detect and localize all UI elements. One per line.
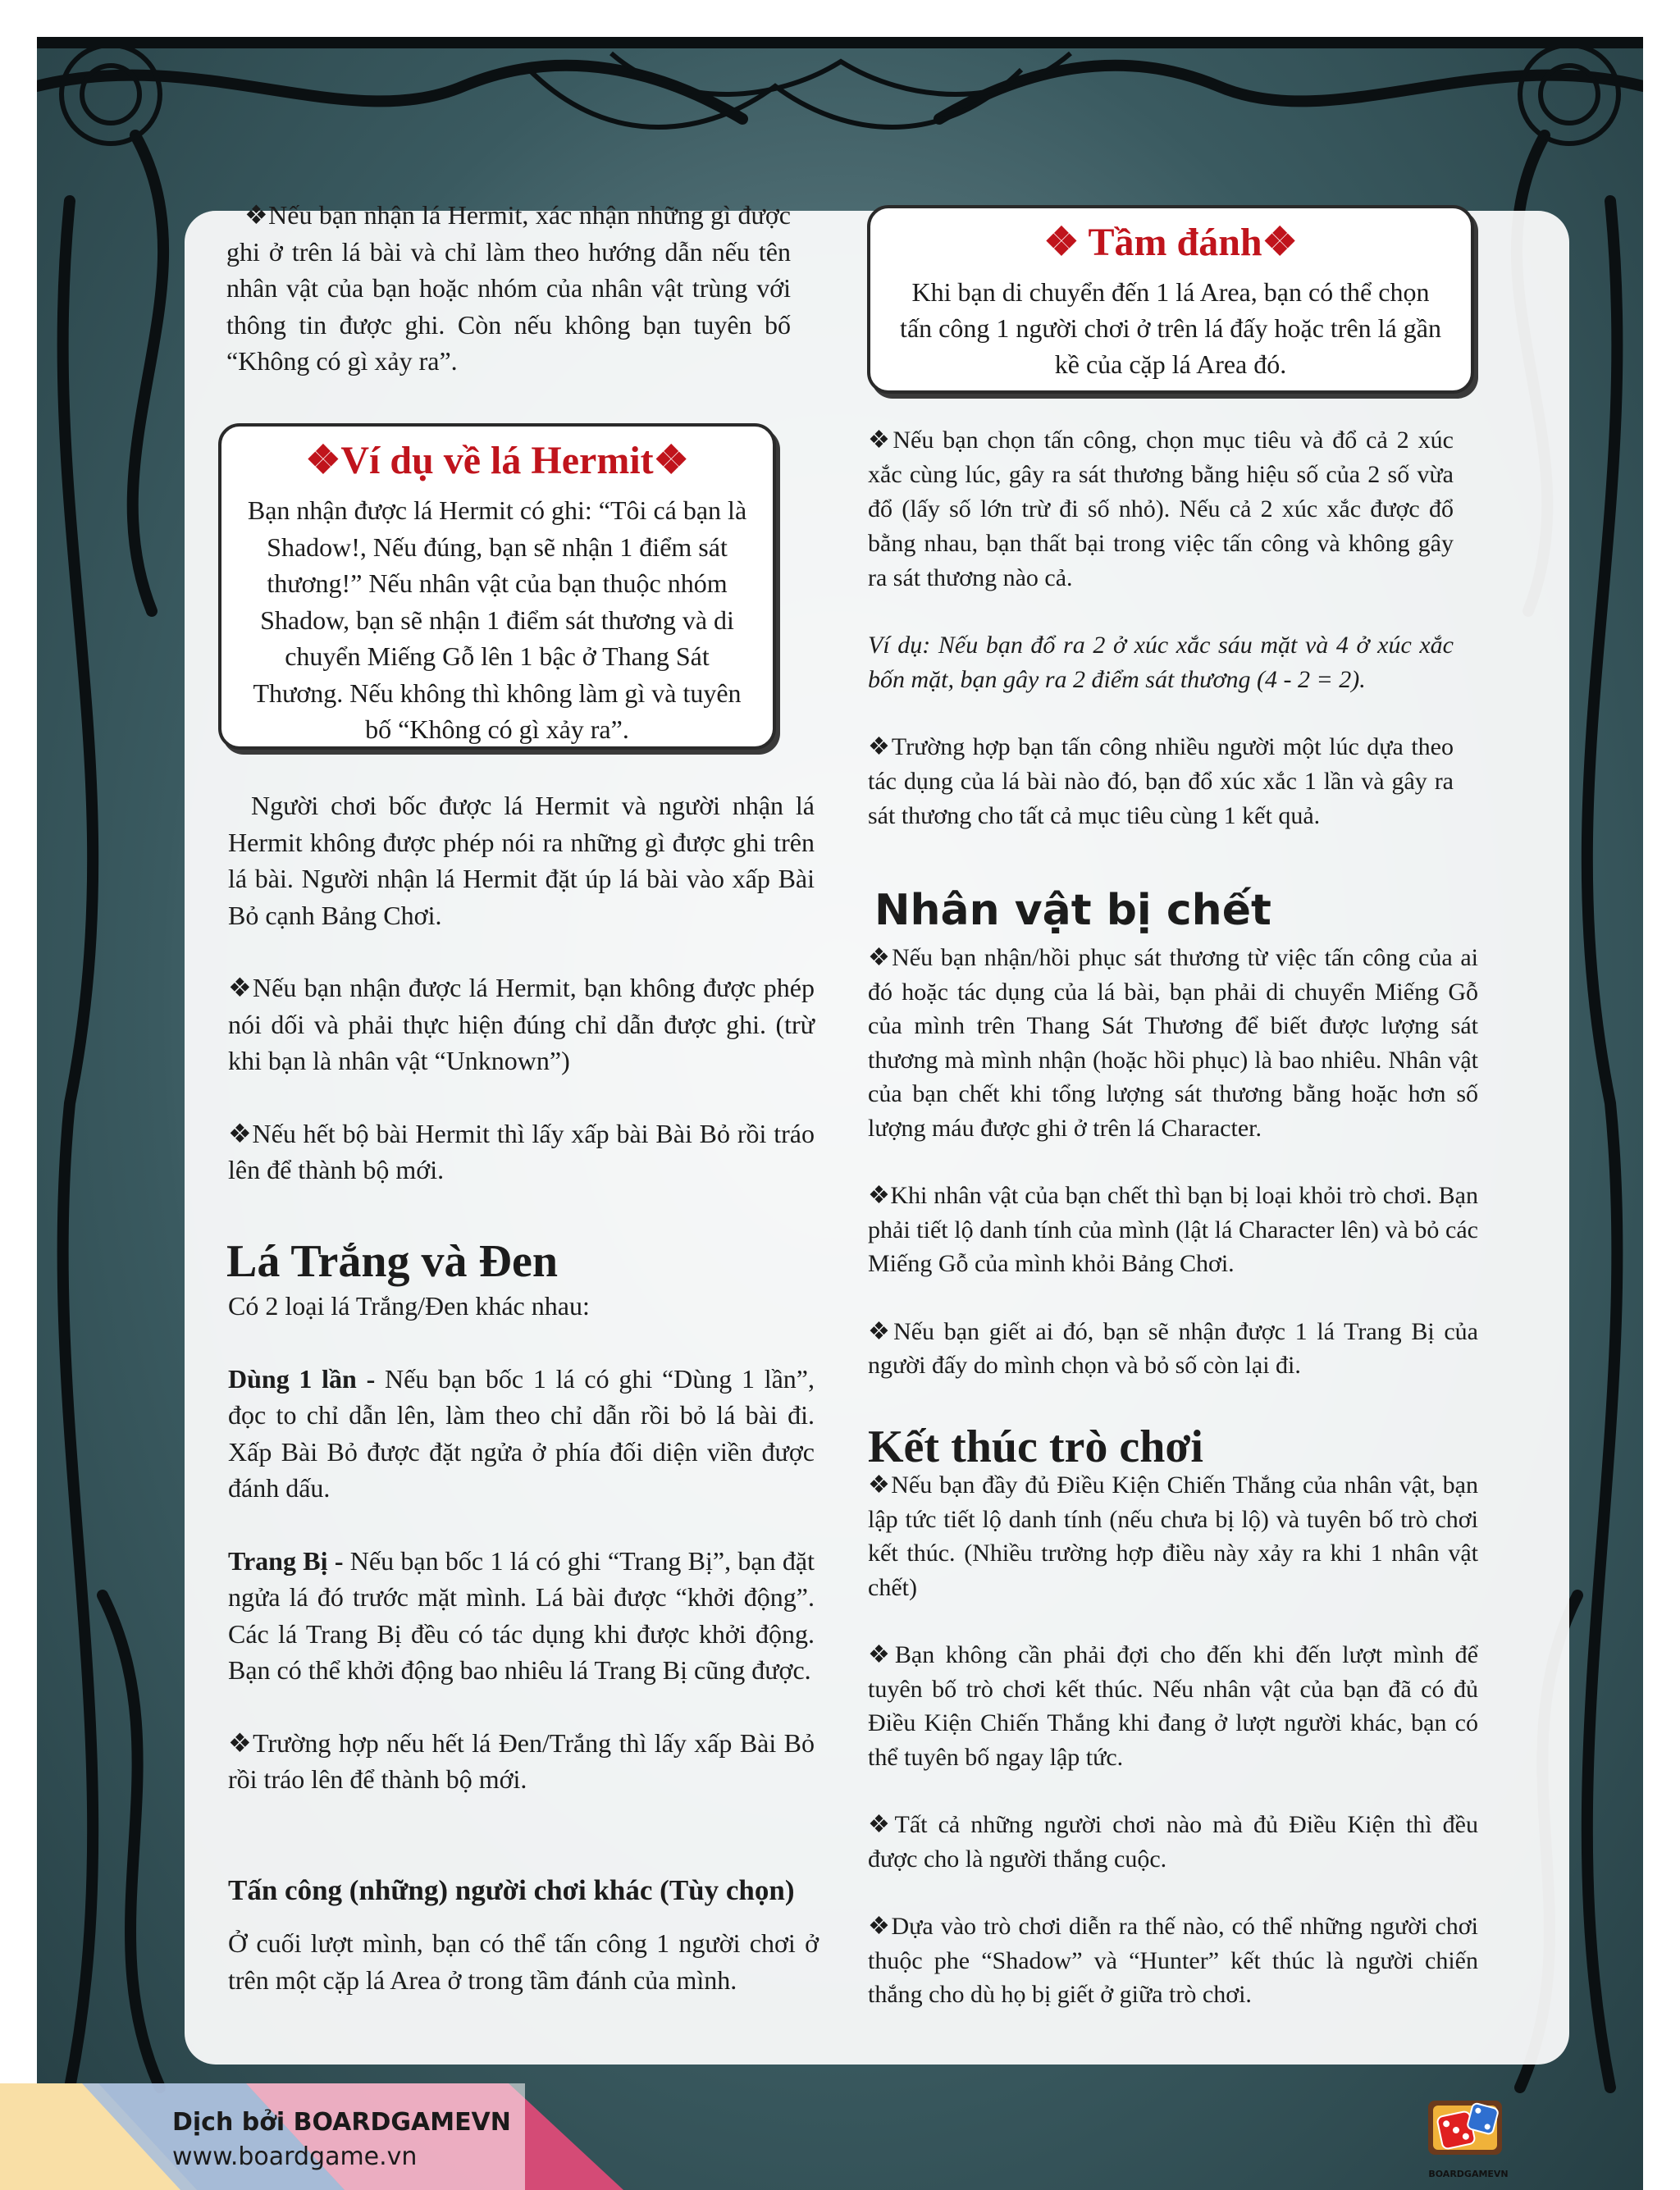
website-link[interactable]: www.boardgame.vn [172, 2142, 418, 2171]
reshuffle-paragraph: ❖Trường hợp nếu hết lá Đen/Trắng thì lấy xấp Bài Bỏ rồi tráo lên để thành bộ mới. [228, 1727, 815, 1794]
hermit-paragraph-1: Người chơi bốc được lá Hermit và người nhận lá Hermit không được phép nói ra những gì được ghi trên lá bài. Người nhận lá Hermit đặt úp lá bài vào xấp Bài Bỏ cạnh Bảng Chơi. [228, 791, 815, 930]
hermit-paragraph-2: ❖Nếu bạn nhận được lá Hermit, bạn không được phép nói dối và phải thực hiện đúng chỉ dẫn được ghi. (trừ khi bạn là nhân vật “Unknown”) [228, 973, 815, 1075]
translator-credit: Dịch bởi BOARDGAMEVN [172, 2108, 511, 2137]
single-use-text: Nếu bạn bốc 1 lá có ghi “Dùng 1 lần”, đọc to chỉ dẫn lên, làm theo chỉ dẫn rồi bỏ lá bài đi. Xấp Bài Bỏ được đặt ngửa ở phía đối diện viền được đánh dấu. [228, 1363, 815, 1503]
white-black-intro: Có 2 loại lá Trắng/Đen khác nhau: [228, 1291, 590, 1321]
heading-white-black-cards: Lá Trắng và Đen [226, 1236, 558, 1287]
attack-paragraph-2: ❖Trường hợp bạn tấn công nhiều người một lúc dựa theo tác dụng của lá bài nào đó, bạn đổ xúc xắc 1 lần và gây ra sát thương cho tất cả mục tiêu cùng 1 kết quả. [868, 733, 1454, 829]
hermit-intro: ❖Nếu bạn nhận lá Hermit, xác nhận những gì được ghi ở trên lá bài và chỉ làm theo hướng dẫn nếu tên nhân vật của bạn hoặc nhóm của nhân vật trùng với thông tin được ghi. Còn nếu không bạn tuyên bố “Không có gì xảy ra”. [226, 200, 791, 376]
equipment-text: Nếu bạn bốc 1 lá có ghi “Trang Bị”, bạn đặt ngửa lá đó trước mặt mình. Lá bài được “khởi động”. Các lá Trang Bị đều có tác dụng khi được khởi động. Bạn có thể khởi động bao nhiêu lá Trang Bị cũng được. [228, 1545, 815, 1685]
death-paragraph-3: ❖Nếu bạn giết ai đó, bạn sẽ nhận được 1 lá Trang Bị của người đấy do mình chọn và bỏ số còn lại đi. [868, 1317, 1478, 1379]
range-box-body: Khi bạn di chuyển đến 1 lá Area, bạn có thể chọn tấn công 1 người chơi ở trên lá đấy hoặc trên lá gần kề của cặp lá Area đó. [900, 277, 1441, 379]
attack-heading: Tấn công (những) người chơi khác (Tùy chọn) [228, 1874, 795, 1906]
equipment-label: Trang Bị - [228, 1545, 344, 1576]
death-paragraph-1: ❖Nếu bạn nhận/hồi phục sát thương từ việc tấn công của ai đó hoặc tác dụng của lá bài, bạn phải di chuyển Miếng Gỗ của mình trên Thang Sát Thương để biết được lượng sát thương mà mình nhận (hoặc hồi phục) là bao nhiêu. Nhân vật của bạn chết khi tổng lượng sát thương bằng hoặc hơn số lượng máu được ghi ở trên lá Character. [868, 944, 1478, 1142]
range-box-title: ❖ Tầm đánh❖ [1043, 221, 1298, 264]
logo-text: BOARDGAMEVN [1428, 2169, 1509, 2179]
end-paragraph-1: ❖Nếu bạn đầy đủ Điều Kiện Chiến Thắng của nhân vật, bạn lập tức tiết lộ danh tính (nếu chưa bị lộ) và tuyên bố trò chơi kết thúc. (Nhiều trường hợp điều này xảy ra khi 1 nhân vật chết) [868, 1471, 1478, 1601]
hermit-example-box [218, 423, 776, 750]
attack-paragraph-1: ❖Nếu bạn chọn tấn công, chọn mục tiêu và đổ cả 2 xúc xắc cùng lúc, gây ra sát thương bằng hiệu số của 2 số vừa đổ (lấy số lớn trừ đi số nhỏ). Nếu cả 2 xúc xắc được đổ bằng nhau, bạn thất bại trong việc tấn công và không gây ra sát thương nào cả. [868, 427, 1454, 591]
heading-character-death: Nhân vật bị chết [874, 886, 1271, 935]
heading-game-end: Kết thúc trò chơi [868, 1421, 1203, 1472]
attack-text: Ở cuối lượt mình, bạn có thể tấn công 1 người chơi ở trên một cặp lá Area ở trong tầm đánh của mình. [228, 1928, 819, 1995]
dice-logo-icon [1423, 2087, 1513, 2161]
end-paragraph-2: ❖Bạn không cần phải đợi cho đến khi đến lượt mình để tuyên bố trò chơi kết thúc. Nếu nhân vật của bạn đã có đủ Điều Kiện Chiến Thắng khi đang ở lượt người khác, bạn có thể tuyên bố ngay lập tức. [868, 1641, 1478, 1771]
death-paragraph-2: ❖Khi nhân vật của bạn chết thì bạn bị loại khỏi trò chơi. Bạn phải tiết lộ danh tính của mình (lật lá Character lên) và bỏ các Miếng Gỗ của mình khỏi Bảng Chơi. [868, 1182, 1478, 1277]
single-use-paragraph [228, 1361, 815, 1507]
hermit-box-body: Bạn nhận được lá Hermit có ghi: “Tôi cá bạn là Shadow!, Nếu đúng, bạn sẽ nhận 1 điểm sát thương!” Nếu nhân vật của bạn thuộc nhóm Shadow, bạn sẽ nhận 1 điểm sát thương và di chuyển Miếng Gỗ lên 1 bậc ở Thang Sát Thương. Nếu không thì không làm gì và tuyên bố “Không có gì xảy ra”. [247, 495, 747, 744]
end-paragraph-3: ❖Tất cả những người chơi nào mà đủ Điều Kiện thì đều được cho là người thắng cuộc. [868, 1811, 1478, 1873]
hermit-box-title: ❖Ví dụ về lá Hermit❖ [305, 439, 689, 482]
boardgamevn-logo [1423, 2087, 1513, 2178]
hermit-paragraph-3: ❖Nếu hết bộ bài Hermit thì lấy xấp bài Bài Bỏ rồi tráo lên để thành bộ mới. [228, 1118, 815, 1184]
white-black-text [228, 1288, 815, 1834]
attack-example: Ví dụ: Nếu bạn đổ ra 2 ở xúc xắc sáu mặt và 4 ở xúc xắc bốn mặt, bạn gây ra 2 điểm sát thương (4 - 2 = 2). [868, 632, 1454, 693]
attack-rules-text [868, 423, 1454, 869]
equipment-paragraph [228, 1543, 815, 1689]
attack-range-box [867, 205, 1474, 394]
death-rules-text [868, 941, 1478, 1419]
hermit-rules-text [228, 787, 815, 1225]
game-end-text [868, 1468, 1478, 2048]
end-paragraph-4: ❖Dựa vào trò chơi diễn ra thế nào, có thể những người chơi thuộc phe “Shadow” và “Hunter” kết thúc là người chiến thắng cho dù họ bị giết ở giữa trò chơi. [868, 1913, 1478, 2008]
single-use-label: Dùng 1 lần - [228, 1363, 376, 1394]
